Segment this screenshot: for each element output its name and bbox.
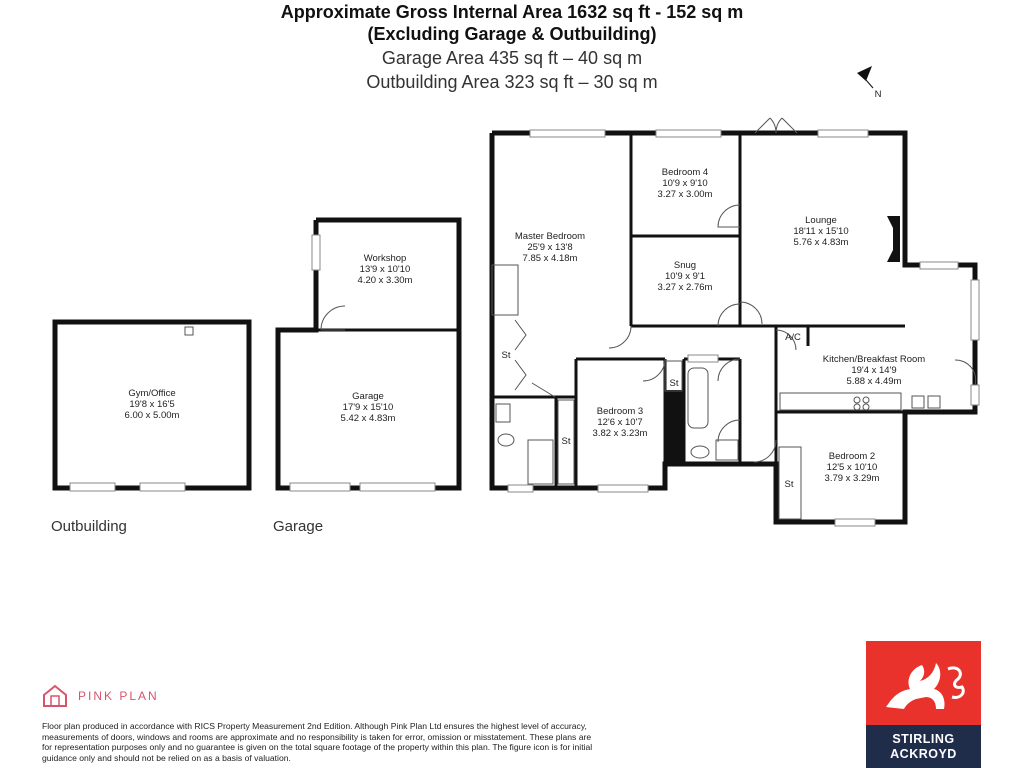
bedroom4-imperial: 10'9 x 9'10	[662, 178, 708, 189]
kitchen-imperial: 19'4 x 14'9	[851, 365, 897, 376]
snug-imperial: 10'9 x 9'1	[664, 271, 706, 282]
storage-label: St	[784, 479, 794, 490]
gym-imperial: 19'8 x 16'5	[129, 399, 175, 410]
area-subtitle: (Excluding Garage & Outbuilding)	[367, 24, 657, 44]
snug-name: Snug	[673, 260, 697, 271]
bedroom2-imperial: 12'5 x 10'10	[826, 462, 878, 473]
agency-name	[866, 725, 981, 768]
workshop-metric: 4.20 x 3.30m	[357, 275, 413, 286]
kitchen-metric: 5.88 x 4.49m	[846, 376, 902, 387]
agency-line1: STIRLING	[892, 731, 955, 746]
agency-logo	[866, 641, 981, 768]
storage-label: St	[501, 350, 511, 361]
bedroom2-metric: 3.79 x 3.29m	[824, 473, 880, 484]
bedroom4-name: Bedroom 4	[661, 167, 709, 178]
master-imperial: 25'9 x 13'8	[527, 242, 573, 253]
pinkplan-text: PINK PLAN	[78, 689, 159, 703]
bedroom3-metric: 3.82 x 3.23m	[592, 428, 648, 439]
kitchen-name: Kitchen/Breakfast Room	[822, 354, 926, 365]
griffin-icon	[866, 641, 981, 725]
snug-metric: 3.27 x 2.76m	[657, 282, 713, 293]
workshop-name: Workshop	[363, 253, 407, 264]
bedroom4-metric: 3.27 x 3.00m	[657, 189, 713, 200]
compass-icon	[857, 66, 882, 100]
gym-metric: 6.00 x 5.00m	[124, 410, 180, 421]
outbuilding-area: Outbuilding Area 323 sq ft – 30 sq m	[366, 72, 658, 92]
pinkplan-logo	[42, 684, 159, 708]
area-title: Approximate Gross Internal Area 1632 sq ft - 152 sq m	[280, 2, 744, 22]
lounge-name: Lounge	[805, 215, 837, 226]
garage-area: Garage Area 435 sq ft – 40 sq m	[381, 48, 643, 68]
storage-label: St	[561, 436, 571, 447]
storage-label: St	[669, 378, 679, 389]
garage-name: Garage	[352, 391, 384, 402]
gym-name: Gym/Office	[128, 388, 176, 399]
garage-section-label: Garage	[273, 518, 324, 535]
master-name: Master Bedroom	[514, 231, 586, 242]
workshop-imperial: 13'9 x 10'10	[359, 264, 411, 275]
outbuilding-section-label: Outbuilding	[51, 518, 127, 535]
house-plan	[492, 118, 979, 526]
lounge-metric: 5.76 x 4.83m	[793, 237, 849, 248]
agency-line2: ACKROYD	[890, 746, 957, 761]
garage-imperial: 17'9 x 15'10	[342, 402, 394, 413]
compass-label: N	[874, 89, 882, 100]
bedroom3-name: Bedroom 3	[596, 406, 644, 417]
ac-label: A/C	[785, 332, 801, 343]
house-icon	[42, 684, 68, 708]
disclaimer-text: Floor plan produced in accordance with RICS Property Measurement 2nd Edition. Although Pink Plan Ltd ensures the highest level of accuracy, measurements of doors, windows and rooms are approximate and no responsibility is taken for error, omission or misstatement. These plans are for representation purposes only and no guarantee is given on the total square footage of the property within this plan. The figure icon is for initial guidance only and should not be relied on as a basis of valuation.	[42, 721, 593, 763]
bedroom3-imperial: 12'6 x 10'7	[597, 417, 643, 428]
garage-metric: 5.42 x 4.83m	[340, 413, 396, 424]
bedroom2-name: Bedroom 2	[828, 451, 876, 462]
lounge-imperial: 18'11 x 15'10	[793, 226, 849, 237]
master-metric: 7.85 x 4.18m	[522, 253, 578, 264]
